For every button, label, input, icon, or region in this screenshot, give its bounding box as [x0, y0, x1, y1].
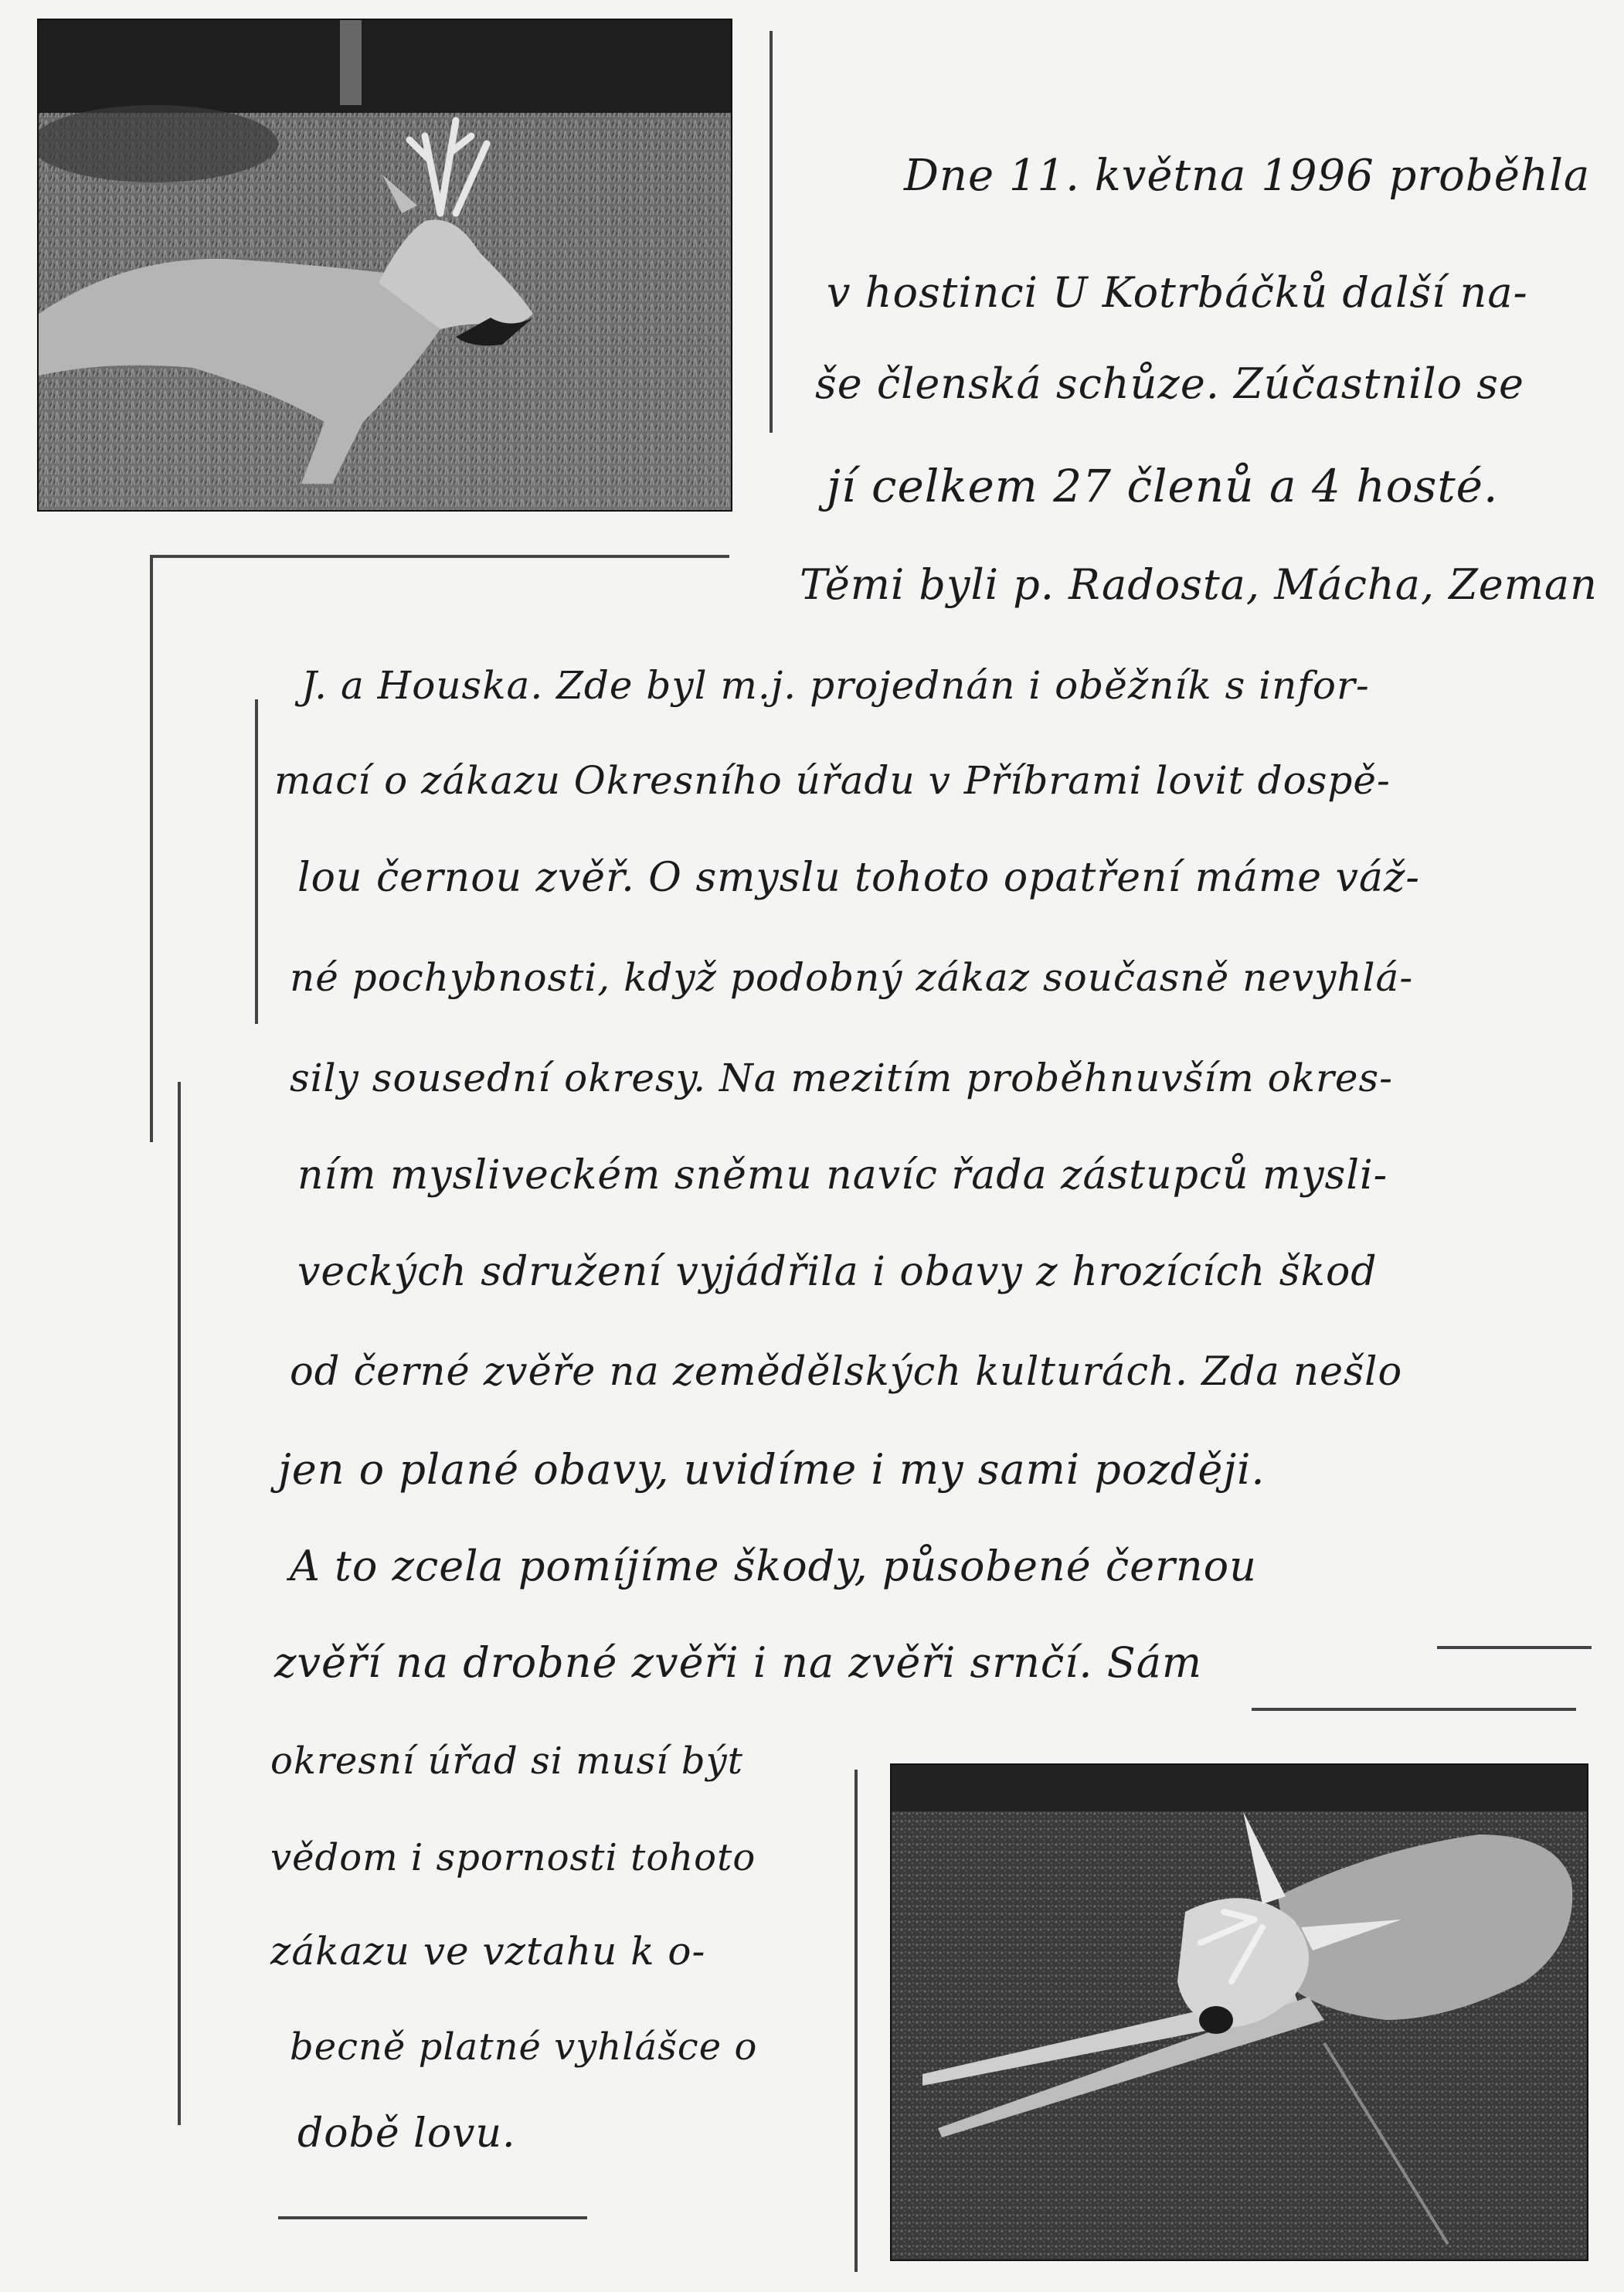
- text-line: Těmi byli p. Radosta, Mácha, Zeman: [800, 560, 1598, 609]
- text-line: zvěří na drobné zvěři i na zvěři srnčí. Sám: [274, 1638, 1203, 1687]
- text-line: A to zcela pomíjíme škody, působené černou: [290, 1542, 1257, 1590]
- text-line: jen o plané obavy, uvidíme i my sami později.: [278, 1445, 1266, 1494]
- text-line: v hostinci U Kotrbáčků další na-: [827, 268, 1528, 317]
- divider-horizontal-upper: [151, 555, 729, 558]
- text-line: Dne 11. května 1996 proběhla: [904, 151, 1591, 201]
- text-line: zákazu ve vztahu k o-: [270, 1929, 706, 1974]
- divider-vertical-bottom: [854, 1770, 858, 2272]
- text-line: jí celkem 27 členů a 4 hosté.: [827, 460, 1499, 512]
- divider-vertical-left-upper: [150, 555, 153, 1142]
- divider-vertical-top: [770, 31, 773, 433]
- text-line: lou černou zvěř. O smyslu tohoto opatření máme váž-: [297, 855, 1420, 901]
- text-line: né pochybnosti, když podobný zákaz současně nevyhlá-: [290, 955, 1414, 1000]
- text-line: becně platné vyhlášce o: [290, 2025, 758, 2069]
- divider-horizontal-mid: [1252, 1708, 1576, 1711]
- photo-roe-deer-bottom: [890, 1763, 1588, 2261]
- text-line: ním mysliveckém sněmu navíc řada zástupců mysli-: [297, 1152, 1388, 1199]
- divider-vertical-left-lower: [178, 1082, 181, 2125]
- divider-horizontal-right: [1437, 1646, 1592, 1649]
- text-line: J. a Houska. Zde byl m.j. projednán i oběžník s infor-: [301, 663, 1370, 708]
- divider-horizontal-bottom: [278, 2216, 587, 2219]
- text-line: době lovu.: [297, 2110, 516, 2157]
- text-line: še členská schůze. Zúčastnilo se: [815, 359, 1524, 408]
- text-line: sily sousední okresy. Na mezitím proběhnuvším okres-: [290, 1056, 1394, 1100]
- text-line: okresní úřad si musí být: [270, 1739, 743, 1783]
- divider-vertical-left-inner: [255, 699, 258, 1024]
- text-line: vědom i spornosti tohoto: [270, 1836, 756, 1879]
- roe-deer-lying-photo-icon: [892, 1765, 1587, 2260]
- text-line: od černé zvěře na zemědělských kulturách. Zda nešlo: [290, 1349, 1403, 1395]
- roe-deer-photo-icon: [39, 20, 731, 510]
- text-line: veckých sdružení vyjádřila i obavy z hrozících škod: [297, 1249, 1378, 1295]
- photo-roe-deer-top: [37, 19, 732, 512]
- text-line: mací o zákazu Okresního úřadu v Příbrami lovit dospě-: [274, 758, 1391, 803]
